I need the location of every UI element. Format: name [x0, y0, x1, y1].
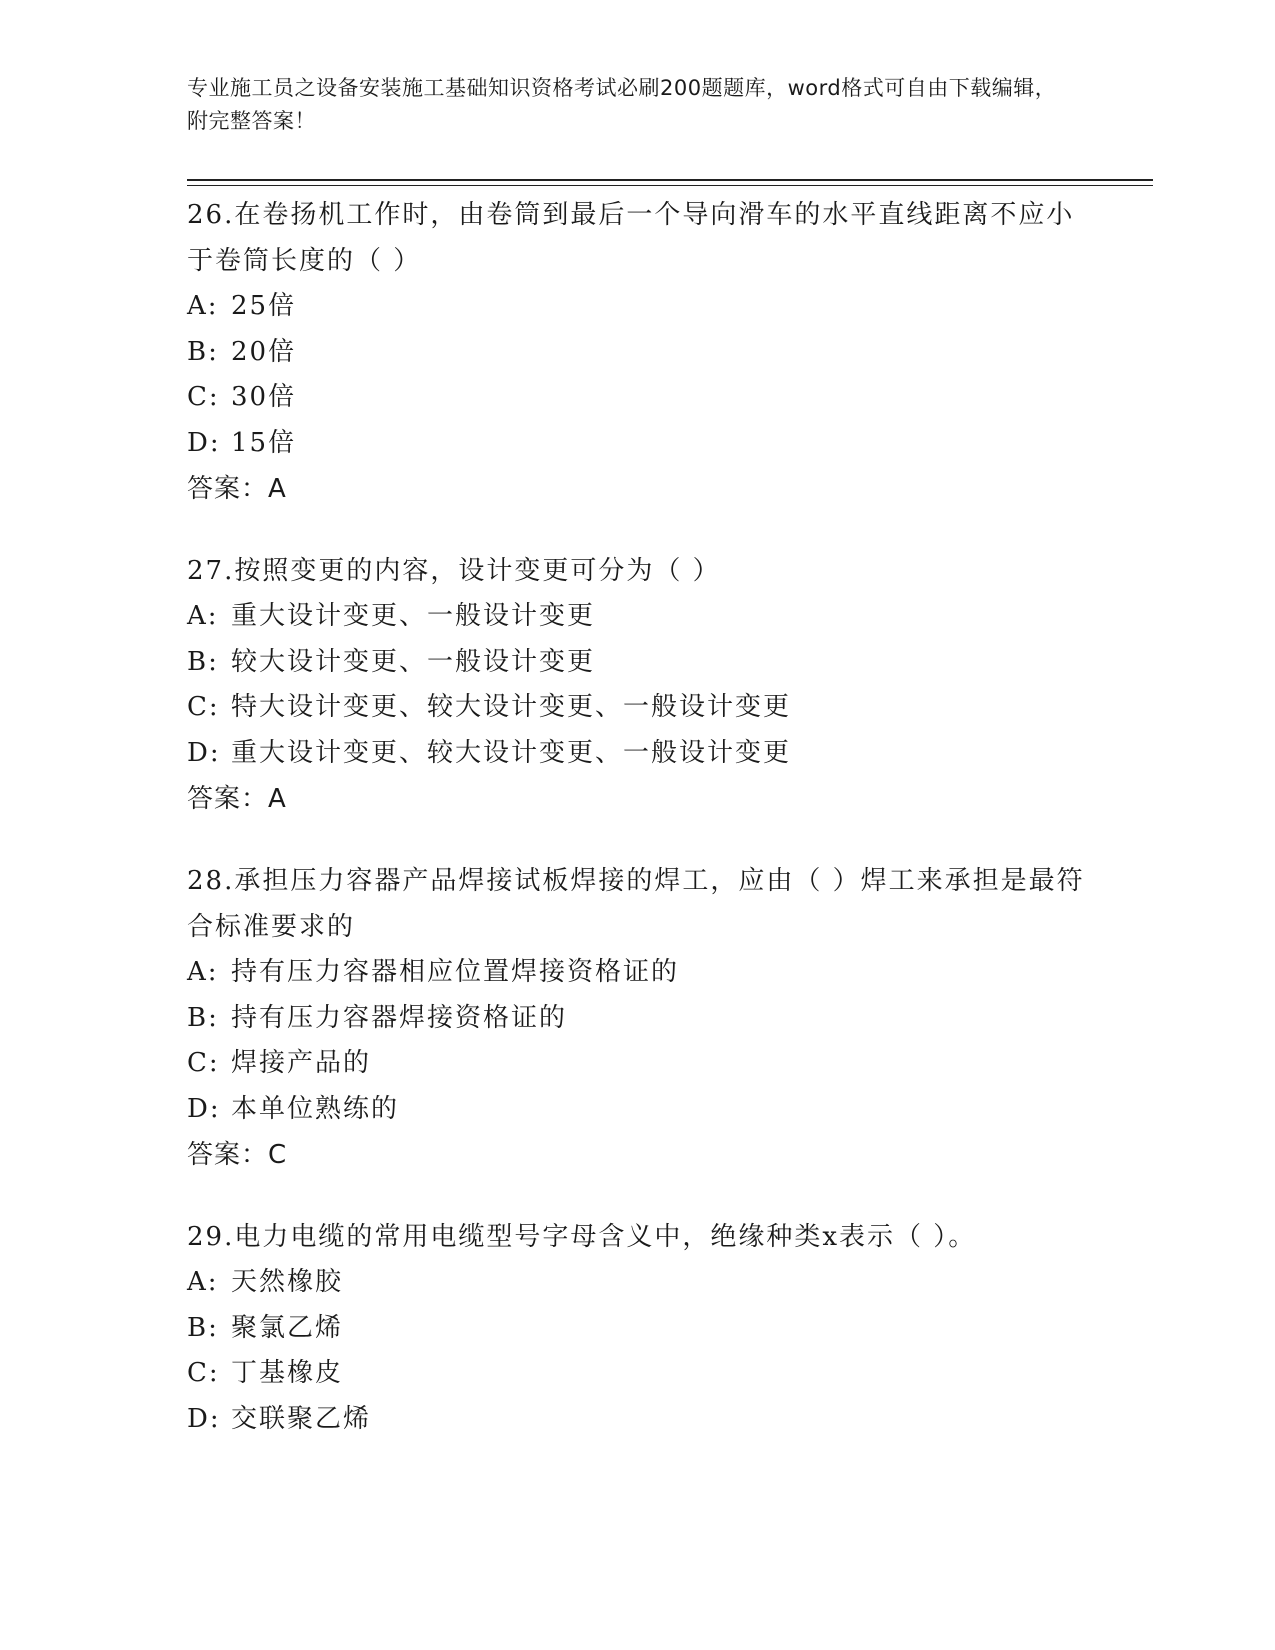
option-letter: A:	[187, 1267, 219, 1297]
header-title: 专业施工员之设备安装施工基础知识资格考试必刷200题题库，word格式可自由下载编辑，附完整答案！	[187, 76, 1057, 133]
option-text: 焊接产品的	[231, 1048, 372, 1078]
option-letter: C:	[187, 1358, 220, 1388]
question-stem: 28.承担压力容器产品焊接试板焊接的焊工，应由（ ）焊工来承担是最符合标准要求的	[187, 866, 1085, 942]
option-text: 聚氯乙烯	[231, 1312, 344, 1343]
option-text: 30倍	[231, 382, 297, 412]
question-item	[187, 858, 1087, 1178]
option-letter: B:	[187, 646, 219, 677]
option-text: 重大设计变更、一般设计变更	[231, 601, 596, 631]
option-text: 持有压力容器焊接资格证的	[231, 1002, 568, 1033]
option-b	[187, 1306, 1087, 1352]
question-item	[187, 1214, 1087, 1442]
option-letter: A:	[187, 601, 219, 631]
question-item	[187, 192, 1087, 512]
option-text: 15倍	[231, 427, 297, 458]
option-c	[187, 1351, 1087, 1397]
option-a	[187, 284, 1087, 330]
option-text: 较大设计变更、一般设计变更	[231, 646, 596, 677]
option-text: 25倍	[231, 291, 297, 321]
option-d	[187, 421, 1087, 467]
option-d	[187, 1087, 1087, 1133]
header-divider-thick	[187, 179, 1153, 181]
option-letter: B:	[187, 1002, 219, 1033]
option-letter: B:	[187, 336, 219, 367]
option-a	[187, 594, 1087, 640]
question-list	[187, 192, 1087, 1478]
option-a	[187, 950, 1087, 996]
option-d	[187, 1397, 1087, 1443]
option-letter: C:	[187, 382, 220, 412]
option-letter: D:	[187, 737, 221, 768]
option-text: 特大设计变更、较大设计变更、一般设计变更	[231, 692, 792, 722]
option-text: 20倍	[231, 336, 297, 367]
option-letter: D:	[187, 427, 221, 458]
question-item	[187, 548, 1087, 822]
option-text: 交联聚乙烯	[231, 1403, 372, 1434]
option-letter: A:	[187, 957, 219, 987]
option-letter: B:	[187, 1312, 219, 1343]
question-stem: 29.电力电缆的常用电缆型号字母含义中，绝缘种类x表示（ ）。	[187, 1222, 977, 1252]
document-header	[187, 72, 1067, 138]
option-a	[187, 1260, 1087, 1306]
option-text: 重大设计变更、较大设计变更、一般设计变更	[231, 737, 792, 768]
option-letter: D:	[187, 1093, 221, 1124]
option-letter: A:	[187, 291, 219, 321]
option-b	[187, 640, 1087, 686]
option-text: 持有压力容器相应位置焊接资格证的	[231, 957, 680, 987]
option-c	[187, 1041, 1087, 1087]
answer-line: 答案：A	[187, 784, 287, 814]
option-letter: D:	[187, 1403, 221, 1434]
option-text: 本单位熟练的	[231, 1093, 400, 1124]
option-text: 丁基橡皮	[231, 1358, 344, 1388]
answer-line: 答案：A	[187, 474, 287, 504]
option-letter: C:	[187, 1048, 220, 1078]
question-stem: 26.在卷扬机工作时，由卷筒到最后一个导向滑车的水平直线距离不应小于卷筒长度的（ ）	[187, 200, 1075, 276]
option-b	[187, 330, 1087, 376]
option-text: 天然橡胶	[231, 1267, 344, 1297]
option-c	[187, 375, 1087, 421]
header-divider-thin	[187, 185, 1153, 186]
answer-line: 答案：C	[187, 1140, 288, 1170]
option-b	[187, 996, 1087, 1042]
option-letter: C:	[187, 692, 220, 722]
question-stem: 27.按照变更的内容，设计变更可分为（ ）	[187, 556, 721, 586]
option-c	[187, 685, 1087, 731]
option-d	[187, 731, 1087, 777]
